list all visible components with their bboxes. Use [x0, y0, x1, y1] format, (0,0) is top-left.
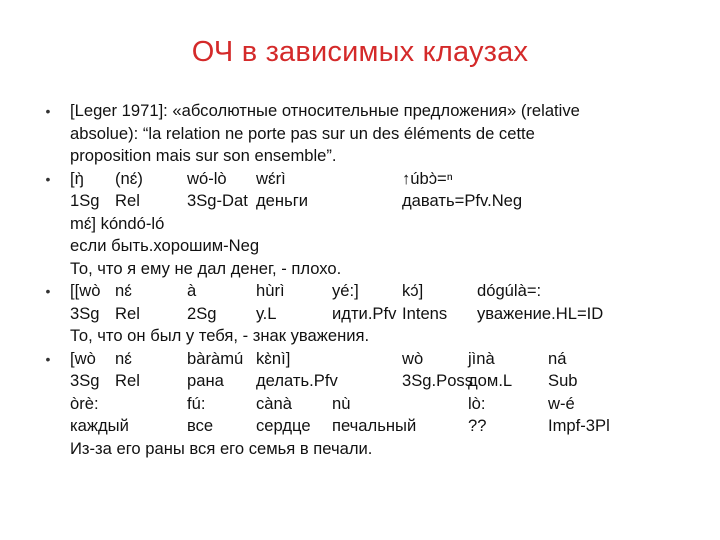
gloss-word: 3Sg: [70, 371, 100, 390]
gloss-line-source: [70, 393, 698, 416]
bullet-item-example-3: [38, 348, 698, 461]
gloss-word: дом.L: [468, 371, 513, 390]
gloss-word: wò: [402, 348, 424, 368]
gloss-word: Sub: [548, 371, 578, 390]
gloss-word: nù: [332, 393, 351, 413]
gloss-word: 1Sg: [70, 191, 100, 210]
gloss-word: ná: [548, 348, 567, 368]
gloss-word: 3Sg-Dat: [187, 191, 248, 210]
gloss-word: hùrì: [256, 281, 285, 300]
gloss-word: w-é: [548, 393, 575, 413]
gloss-word: у.L: [256, 303, 277, 323]
gloss-word: уважение.HL=ID: [477, 303, 604, 323]
gloss-word: Impf-3Pl: [548, 416, 610, 435]
gloss-word: все: [187, 416, 214, 435]
gloss-word: сердце: [256, 416, 311, 435]
gloss-word: bàràmú: [187, 348, 244, 368]
gloss-word: ??: [468, 416, 487, 435]
gloss-word: jìnà: [468, 348, 495, 368]
bullet-item-definition: [38, 100, 698, 168]
gloss-word: рана: [187, 371, 224, 390]
gloss-word: kɔ́]: [402, 281, 424, 300]
gloss-word: каждый: [70, 416, 129, 435]
gloss-word: Rel: [115, 303, 140, 323]
gloss-word: yé:]: [332, 281, 359, 300]
gloss-word: wɛ́rì: [256, 168, 286, 188]
gloss-word: ↑úbɔ̀=ⁿ: [402, 168, 453, 188]
gloss-word: Rel: [115, 191, 140, 210]
gloss-line-source: [70, 168, 698, 191]
gloss-line-source: mɛ́] kóndó-ló: [70, 213, 165, 233]
gloss-word: печальный: [332, 416, 417, 435]
gloss-line-translation: [70, 415, 698, 438]
gloss-word: [wò: [70, 348, 96, 368]
gloss-word: 2Sg: [187, 303, 217, 323]
gloss-word: à: [187, 281, 197, 300]
gloss-line-translation: [70, 303, 698, 326]
gloss-line-translation: [70, 370, 698, 393]
gloss-word: [[wò: [70, 281, 101, 300]
gloss-word: идти.Pfv: [332, 303, 397, 323]
bullet-item-example-2: [38, 280, 698, 348]
text-line: absolue): “la relation ne porte pas sur un des éléments de cette: [70, 123, 535, 143]
gloss-word: деньги: [256, 191, 309, 210]
gloss-word: lò:: [468, 393, 486, 413]
text-line: [Leger 1971]: «абсолютные относительные предложения» (relative: [70, 101, 580, 120]
free-translation: То, что он был у тебя, - знак уважения.: [70, 326, 370, 345]
gloss-word: Intens: [402, 303, 448, 323]
bullet-item-example-1: [38, 168, 698, 281]
gloss-line-translation: [70, 190, 698, 213]
gloss-word: wó-lò: [187, 168, 227, 188]
text-line: proposition mais sur son ensemble”.: [70, 146, 337, 165]
slide-body: [38, 100, 698, 460]
gloss-line-source: [70, 280, 698, 303]
gloss-word: fú:: [187, 393, 206, 413]
gloss-line-source: [70, 348, 698, 371]
free-translation: Из-за его раны вся его семья в печали.: [70, 438, 373, 458]
bullet-icon: •: [45, 103, 51, 119]
gloss-word: (nɛ́): [115, 168, 143, 188]
gloss-word: 3Sg.Poss: [402, 371, 474, 390]
gloss-word: 3Sg: [70, 303, 100, 323]
gloss-word: Rel: [115, 371, 140, 390]
bullet-icon: •: [45, 283, 51, 299]
bullet-icon: •: [45, 170, 51, 187]
gloss-word: òrè:: [70, 393, 99, 413]
gloss-word: давать=Pfv.Neg: [402, 191, 523, 210]
gloss-word: [ŋ̀: [70, 168, 84, 188]
bullet-icon: •: [45, 350, 51, 367]
gloss-line-translation: если быть.хорошим-Neg: [70, 236, 260, 255]
gloss-word: cànà: [256, 393, 292, 413]
gloss-word: dógúlà=:: [477, 281, 542, 300]
gloss-word: kɛ̀nì]: [256, 348, 291, 368]
slide-title: ОЧ в зависимых клаузах: [191, 36, 529, 68]
gloss-word: nɛ́: [115, 348, 132, 368]
gloss-word: nɛ́: [115, 281, 132, 300]
free-translation: То, что я ему не дал денег, - плохо.: [70, 258, 342, 278]
gloss-word: делать.Pfv: [256, 371, 338, 390]
